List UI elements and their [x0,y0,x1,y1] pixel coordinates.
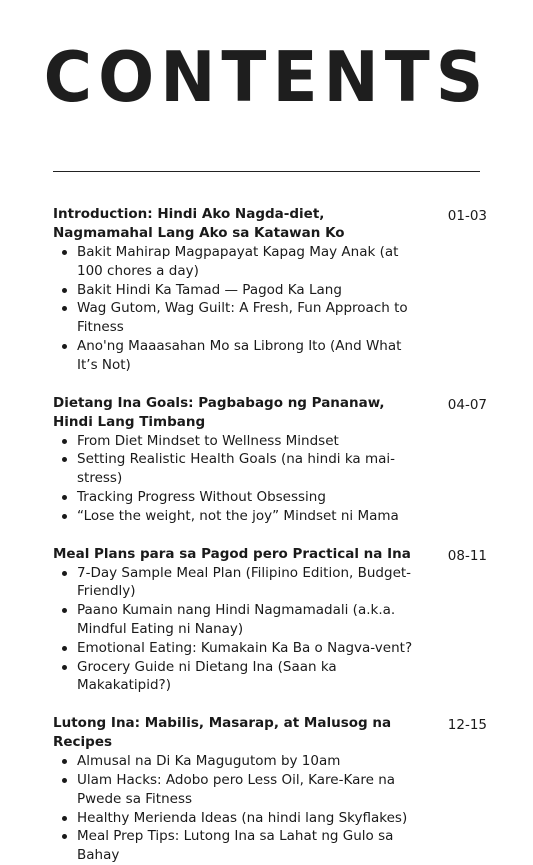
bullet-icon [62,514,67,519]
section-heading [53,205,493,243]
item-text: Ulam Hacks: Adobo pero Less Oil, Kare-Kare na Pwede sa Fitness [77,771,396,807]
section-title: Introduction: Hindi Ako Nagda-diet, Nagmamahal Lang Ako sa Katawan Ko [53,206,345,241]
bullet-icon [62,646,67,651]
list-item [53,337,423,375]
bullet-icon [62,759,67,764]
toc-section-meal-plans [53,545,493,696]
toc-section-introduction [53,205,493,375]
list-item [53,450,423,488]
bullet-icon [62,665,67,670]
item-text: Bakit Mahirap Magpapayat Kapag May Anak (at 100 chores a day) [77,244,399,279]
bullet-icon [62,306,67,311]
toc-section-lutong-ina [53,714,493,865]
list-item [53,507,423,526]
title-divider [53,171,480,172]
item-text: Paano Kumain nang Hindi Nagmamadali (a.k.a. Mindful Eating ni Nanay) [77,602,396,637]
bullet-icon [62,778,67,783]
section-page-range: 08-11 [447,547,487,564]
section-heading [53,545,493,564]
section-heading [53,714,493,752]
section-heading [53,394,493,432]
item-text: 7-Day Sample Meal Plan (Filipino Edition, Budget-Friendly) [77,564,412,600]
list-item [53,809,423,828]
list-item [53,752,423,771]
subtopic-list [53,564,493,696]
section-title: Dietang Ina Goals: Pagbabago ng Pananaw, Hindi Lang Timbang [53,394,385,430]
section-page-range: 12-15 [447,717,487,734]
list-item [53,564,423,602]
item-text: Ano'ng Maaasahan Mo sa Librong Ito (And What It’s Not) [77,337,402,373]
subtopic-list [53,432,493,526]
list-item [53,243,423,281]
bullet-icon [62,834,67,839]
toc-section-dietang-ina-goals [53,394,493,526]
item-text: Healthy Merienda Ideas (na hindi lang Skyflakes) [77,809,408,826]
bullet-icon [62,495,67,500]
bullet-icon [62,344,67,349]
item-text: Tracking Progress Without Obsessing [77,488,326,505]
page-title: CONTENTS [43,37,490,118]
section-page-range: 01-03 [447,208,487,224]
table-of-contents [53,205,493,865]
section-title: Meal Plans para sa Pagod pero Practical na Ina [53,545,411,562]
bullet-icon [62,439,67,444]
list-item [53,432,423,451]
bullet-icon [62,816,67,821]
bullet-icon [62,608,67,613]
item-text: Wag Gutom, Wag Guilt: A Fresh, Fun Approach to Fitness [77,300,408,336]
subtopic-list [53,243,493,375]
item-text: “Lose the weight, not the joy” Mindset ni Mama [77,507,399,524]
bullet-icon [62,457,67,462]
list-item [53,771,423,809]
section-title: Lutong Ina: Mabilis, Masarap, at Malusog na Recipes [53,715,392,751]
list-item [53,488,423,507]
item-text: Setting Realistic Health Goals (na hindi ka mai-stress) [77,451,396,487]
item-text: Grocery Guide ni Dietang Ina (Saan ka Makakatipid?) [77,658,337,694]
list-item [53,299,423,337]
item-text: From Diet Mindset to Wellness Mindset [77,432,339,449]
bullet-icon [62,250,67,255]
item-text: Emotional Eating: Kumakain Ka Ba o Nagva-vent? [77,639,413,656]
list-item [53,658,423,696]
bullet-icon [62,571,67,576]
list-item [53,601,423,639]
list-item [53,281,423,300]
item-text: Meal Prep Tips: Lutong Ina sa Lahat ng Gulo sa Bahay [77,828,394,864]
list-item [53,639,423,658]
item-text: Bakit Hindi Ka Tamad — Pagod Ka Lang [77,281,342,298]
bullet-icon [62,288,67,293]
section-page-range: 04-07 [447,396,487,413]
subtopic-list [53,752,493,865]
item-text: Almusal na Di Ka Magugutom by 10am [77,753,341,770]
